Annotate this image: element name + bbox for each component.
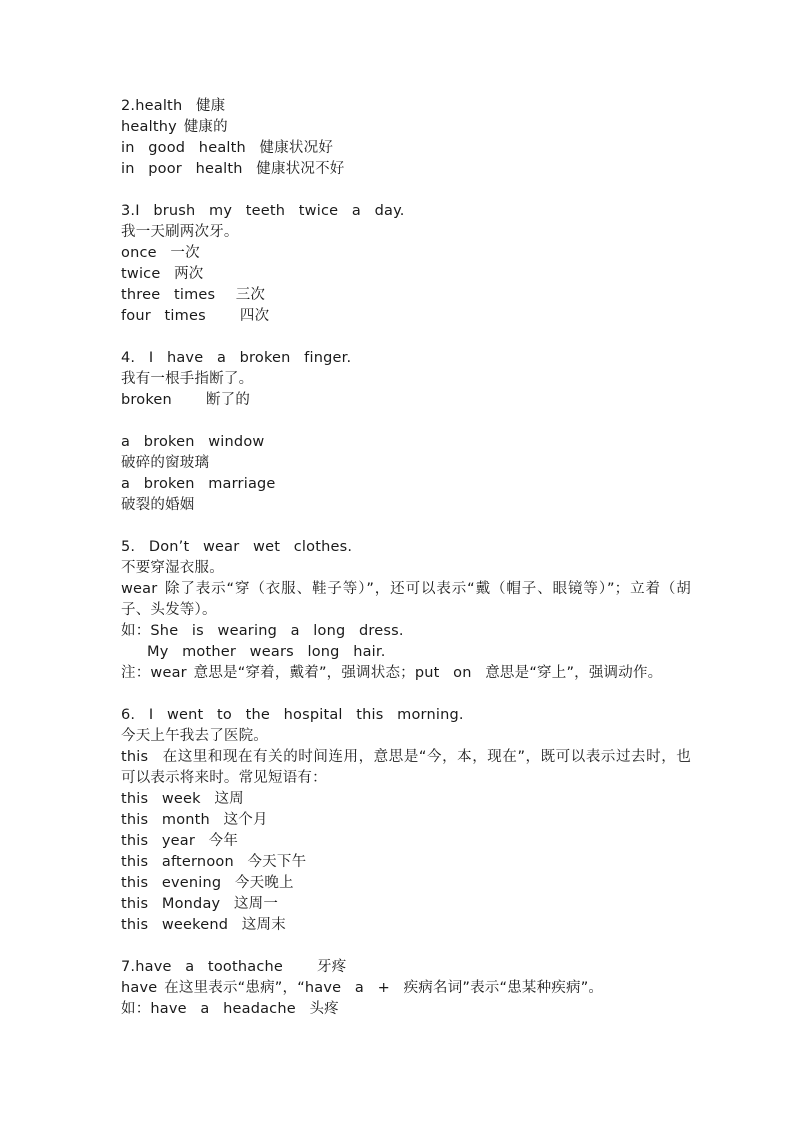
spacer: [121, 180, 691, 201]
section-broken-finger: [121, 348, 691, 516]
spacer: [121, 936, 691, 957]
example-line: My mother wears long hair.: [147, 644, 386, 660]
section-heading: 2.health 健康: [121, 98, 226, 114]
text-line: 我一天刷两次牙。: [121, 224, 239, 240]
phrase-item: this year 今年: [121, 833, 239, 849]
spacer: [121, 327, 691, 348]
section-heading: 6. I went to the hospital this morning.: [121, 707, 464, 723]
phrase-item: this month 这个月: [121, 812, 268, 828]
text-line: twice 两次: [121, 266, 204, 282]
phrase-item: this Monday 这周一: [121, 896, 279, 912]
spacer: [121, 516, 691, 537]
text-line: have 在这里表示“患病”，“have a + 疾病名词”表示“患某种疾病”。: [121, 980, 604, 996]
section-heading: 5. Don’t wear wet clothes.: [121, 539, 353, 555]
text-line: 不要穿湿衣服。: [121, 560, 224, 576]
section-heading: 3.I brush my teeth twice a day.: [121, 203, 405, 219]
example-line: 如：She is wearing a long dress.: [121, 623, 404, 639]
text-line: 我有一根手指断了。: [121, 371, 254, 387]
spacer: [121, 684, 691, 705]
text-line: broken 断了的: [121, 392, 251, 408]
section-toothache: [121, 957, 691, 1020]
section-wear: [121, 537, 691, 684]
phrase-item: this weekend 这周末: [121, 917, 286, 933]
note-line: 注：wear 意思是“穿着，戴着”，强调状态；put on 意思是“穿上”，强调动作。: [121, 665, 663, 681]
spacer: [121, 411, 691, 432]
section-health: [121, 96, 691, 180]
text-line: in good health 健康状况好: [121, 140, 334, 156]
text-line: once 一次: [121, 245, 200, 261]
text-line: a broken window: [121, 434, 265, 450]
section-hospital: [121, 705, 691, 936]
section-heading: 7.have a toothache 牙疼: [121, 959, 347, 975]
text-line: 破裂的婚姻: [121, 497, 195, 513]
text-line: in poor health 健康状况不好: [121, 161, 345, 177]
text-line: 破碎的窗玻璃: [121, 455, 210, 471]
phrase-item: this afternoon 今天下午: [121, 854, 307, 870]
section-heading: 4. I have a broken finger.: [121, 350, 352, 366]
explanation-paragraph: wear 除了表示“穿（衣服、鞋子等）”，还可以表示“戴（帽子、眼镜等）”；立着（胡子、头发等）。: [121, 581, 691, 618]
text-line: a broken marriage: [121, 476, 276, 492]
phrase-item: this evening 今天晚上: [121, 875, 294, 891]
text-line: 今天上午我去了医院。: [121, 728, 268, 744]
text-line: healthy 健康的: [121, 119, 228, 135]
example-line: 如：have a headache 头疼: [121, 1001, 339, 1017]
explanation-paragraph: this 在这里和现在有关的时间连用，意思是“今，本，现在”，既可以表示过去时，也可以表示将来时。常见短语有：: [121, 749, 691, 786]
text-line: three times 三次: [121, 287, 266, 303]
phrase-item: this week 这周: [121, 791, 244, 807]
section-brush-teeth: [121, 201, 691, 327]
text-line: four times 四次: [121, 308, 270, 324]
document-page: [121, 96, 691, 1020]
